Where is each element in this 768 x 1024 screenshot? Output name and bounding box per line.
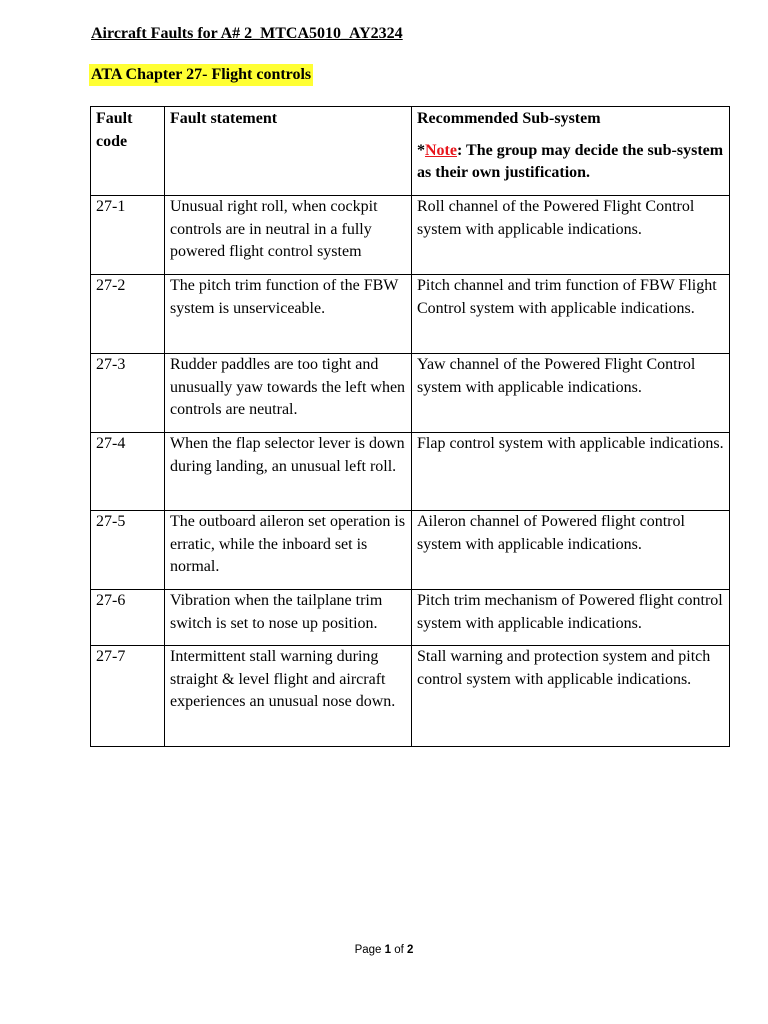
header-fault-code: Fault code bbox=[91, 107, 165, 196]
note-text: : The group may decide the sub-system as their own justification. bbox=[417, 141, 724, 181]
fault-code-cell: 27-7 bbox=[91, 646, 165, 747]
fault-statement-cell: Vibration when the tailplane trim switch is set to nose up position. bbox=[165, 590, 412, 646]
table-row bbox=[91, 354, 730, 433]
header-note bbox=[417, 140, 726, 185]
subsystem-cell: Pitch trim mechanism of Powered flight control system with applicable indications. bbox=[412, 590, 730, 646]
document-title: Aircraft Faults for A# 2_MTCA5010_AY2324 bbox=[91, 25, 403, 42]
fault-code-cell: 27-2 bbox=[91, 275, 165, 354]
header-fault-statement: Fault statement bbox=[165, 107, 412, 196]
subsystem-cell: Yaw channel of the Powered Flight Control system with applicable indications. bbox=[412, 354, 730, 433]
fault-statement-cell: Unusual right roll, when cockpit controls are in neutral in a fully powered flight control system bbox=[165, 196, 412, 275]
of-label: of bbox=[394, 944, 404, 956]
faults-table bbox=[90, 106, 730, 747]
table-row bbox=[91, 590, 730, 646]
note-asterisk: * bbox=[417, 141, 425, 159]
fault-code-cell: 27-5 bbox=[91, 511, 165, 590]
table-header-row bbox=[91, 107, 730, 196]
subsystem-cell: Roll channel of the Powered Flight Control system with applicable indications. bbox=[412, 196, 730, 275]
fault-statement-cell: The outboard aileron set operation is erratic, while the inboard set is normal. bbox=[165, 511, 412, 590]
table-row bbox=[91, 275, 730, 354]
note-word: Note bbox=[425, 141, 457, 159]
table-row bbox=[91, 196, 730, 275]
fault-code-cell: 27-1 bbox=[91, 196, 165, 275]
table-row bbox=[91, 646, 730, 747]
fault-code-cell: 27-6 bbox=[91, 590, 165, 646]
fault-statement-cell: When the flap selector lever is down during landing, an unusual left roll. bbox=[165, 433, 412, 511]
subsystem-cell: Stall warning and protection system and pitch control system with applicable indications. bbox=[412, 646, 730, 747]
table-row bbox=[91, 433, 730, 511]
current-page-number: 1 bbox=[384, 944, 392, 956]
subsystem-cell: Pitch channel and trim function of FBW Flight Control system with applicable indications. bbox=[412, 275, 730, 354]
page-footer bbox=[0, 942, 768, 958]
header-subsystem-cell bbox=[412, 107, 730, 196]
page-label: Page bbox=[354, 944, 382, 956]
fault-code-cell: 27-3 bbox=[91, 354, 165, 433]
fault-statement-cell: Rudder paddles are too tight and unusually yaw towards the left when controls are neutral. bbox=[165, 354, 412, 433]
fault-statement-cell: Intermittent stall warning during straight & level flight and aircraft experiences an unusual nose down. bbox=[165, 646, 412, 747]
fault-code-cell: 27-4 bbox=[91, 433, 165, 511]
header-subsystem: Recommended Sub-system bbox=[417, 110, 601, 127]
table-row bbox=[91, 511, 730, 590]
subsystem-cell: Flap control system with applicable indications. bbox=[412, 433, 730, 511]
fault-statement-cell: The pitch trim function of the FBW system is unserviceable. bbox=[165, 275, 412, 354]
total-pages-number: 2 bbox=[407, 944, 414, 956]
chapter-heading: ATA Chapter 27- Flight controls bbox=[89, 64, 313, 86]
subsystem-cell: Aileron channel of Powered flight control system with applicable indications. bbox=[412, 511, 730, 590]
